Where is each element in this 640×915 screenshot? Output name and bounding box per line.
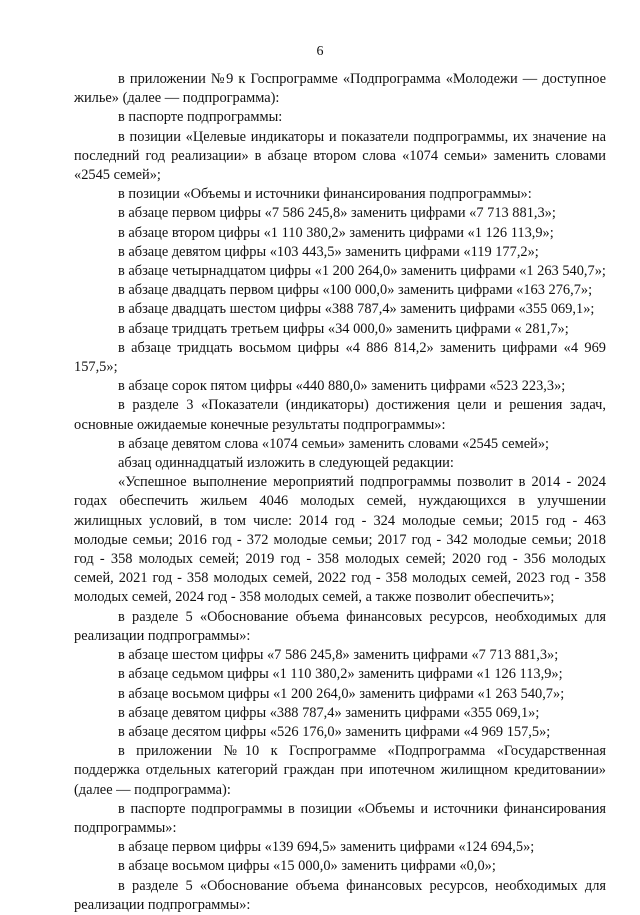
paragraph: в абзаце десятом цифры «526 176,0» заменить цифрами «4 969 157,5»; [118, 723, 551, 740]
paragraph: в разделе 5 «Обоснование объема финансовых ресурсов, необходимых для реализации подпрограммы»: [74, 608, 606, 644]
paragraph: в абзаце восьмом цифры «15 000,0» заменить цифрами «0,0»; [118, 858, 496, 875]
paragraph: в абзаце девятом цифры «388 787,4» заменить цифрами «355 069,1»; [118, 704, 540, 721]
page-number: 6 [316, 44, 324, 59]
paragraph: в абзаце тридцать третьем цифры «34 000,0» заменить цифрами « 281,7»; [118, 320, 569, 337]
paragraph: в приложении №9 к Госпрограмме «Подпрограмма «Молодежи — доступное жилье» (далее — подпрограмма): [74, 71, 606, 107]
paragraph: в абзаце четырнадцатом цифры «1 200 264,0» заменить цифрами «1 263 540,7»; [118, 263, 606, 280]
paragraph: в абзаце первом цифры «7 586 245,8» заменить цифрами «7 713 881,3»; [118, 205, 556, 222]
paragraph: в абзаце девятом цифры «103 443,5» заменить цифрами «119 177,2»; [118, 243, 539, 260]
paragraph: в абзаце шестом цифры «7 586 245,8» заменить цифрами «7 713 881,3»; [118, 647, 559, 664]
paragraph: в паспорте подпрограммы в позиции «Объемы и источники финансирования подпрограммы»: [74, 800, 606, 836]
paragraph: в паспорте подпрограммы: [118, 109, 283, 126]
paragraph: в абзаце сорок пятом цифры «440 880,0» заменить цифрами «523 223,3»; [118, 378, 566, 395]
paragraph: в абзаце двадцать первом цифры «100 000,0» заменить цифрами «163 276,7»; [118, 282, 593, 299]
paragraph: в абзаце седьмом цифры «1 110 380,2» заменить цифрами «1 126 113,9»; [118, 666, 563, 683]
paragraph: в абзаце тридцать восьмом цифры «4 886 814,2» заменить цифрами «4 969 157,5»; [74, 339, 606, 376]
paragraph: в разделе 3 «Показатели (индикаторы) достижения цели и решения задач, основные ожидаемые конечные результаты подпрограммы»: [74, 397, 606, 433]
paragraph: в абзаце двадцать шестом цифры «388 787,4» заменить цифрами «355 069,1»; [118, 301, 595, 318]
paragraph: в приложении №10 к Госпрограмме «Подпрограмма «Государственная поддержка отдельных категорий граждан при ипотечном жилищном кредитовании» (далее — подпрограмма): [74, 743, 606, 798]
document-body [74, 70, 606, 915]
paragraph: в позиции «Объемы и источники финансирования подпрограммы»: [118, 186, 532, 203]
paragraph: абзац одиннадцатый изложить в следующей редакции: [118, 455, 454, 472]
paragraph: «Успешное выполнение мероприятий подпрограммы позволит в 2014 - 2024 годах обеспечить жильем 4046 молодых семей, нуждающихся в улучшении жилищных условий, в том числе: 2014 год - 324 молодые семьи; 2015 год - 463 молодые семьи; 2016 год - 372 молодые семьи; 2017 год - 342 молодые семьи; 2018 год - 358 молодых семей; 2019 год - 358 молодых семей; 2020 год - 356 молодых семей, 2021 год - 358 молодых семей, 2022 год - 358 молодых семей, 2023 год - 358 молодых семей, 2024 год - 358 молодых семей, а также позволит обеспечить»; [74, 474, 606, 606]
paragraph: в позиции «Целевые индикаторы и показатели подпрограммы, их значение на последний год реализации» в абзаце втором слова «1074 семьи» заменить словами «2545 семей»; [74, 128, 606, 184]
paragraph: в абзаце первом цифры «139 694,5» заменить цифрами «124 694,5»; [118, 839, 535, 856]
paragraph: в абзаце втором цифры «1 110 380,2» заменить цифрами «1 126 113,9»; [118, 224, 554, 241]
paragraph: в разделе 5 «Обоснование объема финансовых ресурсов, необходимых для реализации подпрограммы»: [74, 877, 606, 913]
paragraph: в абзаце девятом слова «1074 семьи» заменить словами «2545 семей»; [118, 435, 550, 452]
paragraph: в абзаце восьмом цифры «1 200 264,0» заменить цифрами «1 263 540,7»; [118, 685, 565, 702]
